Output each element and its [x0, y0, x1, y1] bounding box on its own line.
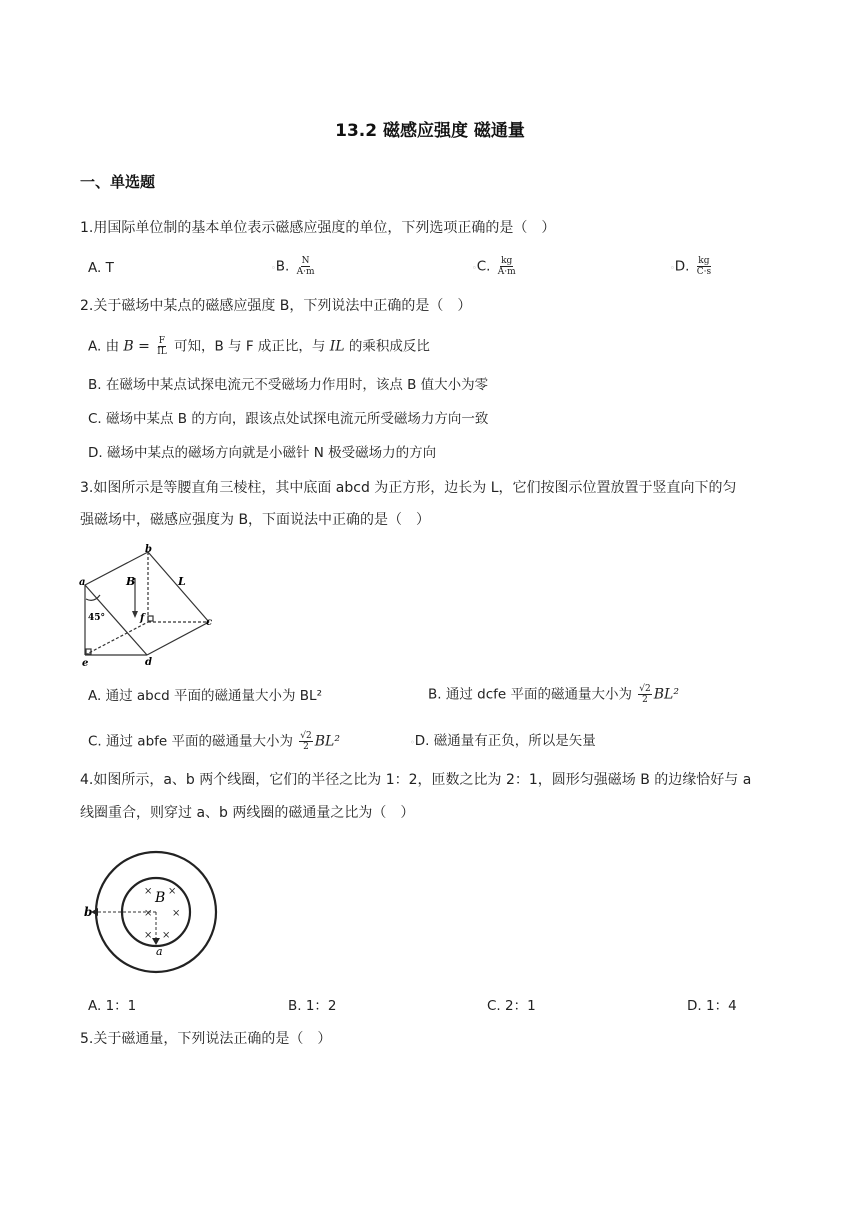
question-2-option-a: A. 由 B = $\frac{F}{IL}$ 可知，B 与 F 成正比，与 IL 的乘积成反比: [88, 336, 430, 357]
section-heading: 一、单选题: [80, 173, 156, 191]
question-1-option-a: A. T: [88, 260, 114, 276]
fraction-kg-over-am: $\frac{kg}{A\cdot m}$: [497, 256, 516, 277]
question-2-option-b: B. 在磁场中某点试探电流元不受磁场力作用时，该点 B 值大小为零: [88, 377, 489, 393]
triangular-prism-figure: [78, 543, 218, 671]
question-2-option-c: C. 磁场中某点 B 的方向，跟该点处试探电流元所受磁场力方向一致: [88, 411, 489, 427]
figure-label-b: b: [145, 544, 152, 555]
figure-label-d: d: [145, 657, 152, 668]
figure-label-c: c: [206, 617, 213, 628]
figure-label-e: e: [82, 658, 89, 669]
coils-figure: [78, 842, 224, 978]
question-1-option-c: ◦C. $\frac{kg}{A\cdot m}$: [472, 256, 516, 277]
figure-label-field-b: B: [126, 575, 136, 588]
question-2-stem: 2.关于磁场中某点的磁感应强度 B，下列说法中正确的是（ ）: [80, 298, 472, 314]
question-3-option-b: B. 通过 dcfe 平面的磁通量大小为 $\frac{√2}{2}$ BL²: [428, 684, 679, 705]
question-4-option-b: B. 1：2: [288, 998, 337, 1014]
question-4-stem-line-1: 4.如图所示，a、b 两个线圈，它们的半径之比为 1：2，匝数之比为 2：1，圆形匀强磁场 B 的边缘恰好与 a: [80, 772, 752, 788]
question-5-stem: 5.关于磁通量，下列说法正确的是（ ）: [80, 1031, 332, 1047]
fraction-root2-over-2: $\frac{√2}{2}$: [300, 731, 312, 752]
question-4-stem-line-2: 线圈重合，则穿过 a、b 两线圈的磁通量之比为（ ）: [80, 805, 415, 821]
svg-text:×: ×: [172, 908, 181, 919]
question-2-option-d: D. 磁场中某点的磁场方向就是小磁针 N 极受磁场力的方向: [88, 445, 437, 461]
svg-text:×: ×: [144, 886, 153, 897]
figure-label-angle: 45°: [88, 613, 106, 623]
figure-label-field-b: B: [155, 890, 166, 906]
figure-label-a: a: [79, 577, 86, 588]
question-1-stem: 1.用国际单位制的基本单位表示磁感应强度的单位，下列选项正确的是（ ）: [80, 220, 556, 236]
page-title: 13.2 磁感应强度 磁通量: [335, 121, 525, 141]
svg-text:×: ×: [168, 886, 177, 897]
figure-label-b: b: [84, 905, 93, 919]
figure-label-a: a: [156, 945, 163, 958]
svg-text:×: ×: [144, 930, 153, 941]
question-1-option-d: ◦D. $\frac{kg}{C\cdot s}$: [670, 256, 712, 277]
figure-label-f: f: [140, 613, 145, 624]
question-3-option-c: C. 通过 abfe 平面的磁通量大小为 $\frac{√2}{2}$ BL²: [88, 731, 340, 752]
fraction-f-over-il: $\frac{F}{IL}$: [157, 336, 167, 357]
question-1-option-b: ◦B. $\frac{N}{A\cdot m}$: [271, 256, 315, 277]
svg-text:×: ×: [162, 930, 171, 941]
question-3-option-d: ◦D. 磁通量有正负，所以是矢量: [410, 733, 596, 749]
question-3-stem-line-2: 强磁场中，磁感应强度为 B，下面说法中正确的是（ ）: [80, 512, 431, 528]
question-3-option-a: A. 通过 abcd 平面的磁通量大小为 BL²: [88, 688, 322, 704]
fraction-n-over-am: $\frac{N}{A\cdot m}$: [296, 256, 315, 277]
fraction-root2-over-2: $\frac{√2}{2}$: [639, 684, 651, 705]
question-4-option-d: D. 1：4: [687, 998, 737, 1014]
fraction-kg-over-cs: $\frac{kg}{C\cdot s}$: [696, 256, 712, 277]
figure-label-length-l: L: [178, 575, 186, 588]
svg-text:×: ×: [144, 908, 153, 919]
question-4-option-a: A. 1：1: [88, 998, 137, 1014]
question-3-stem-line-1: 3.如图所示是等腰直角三棱柱，其中底面 abcd 为正方形，边长为 L，它们按图示位置放置于竖直向下的匀: [80, 480, 737, 496]
question-4-option-c: C. 2：1: [487, 998, 536, 1014]
